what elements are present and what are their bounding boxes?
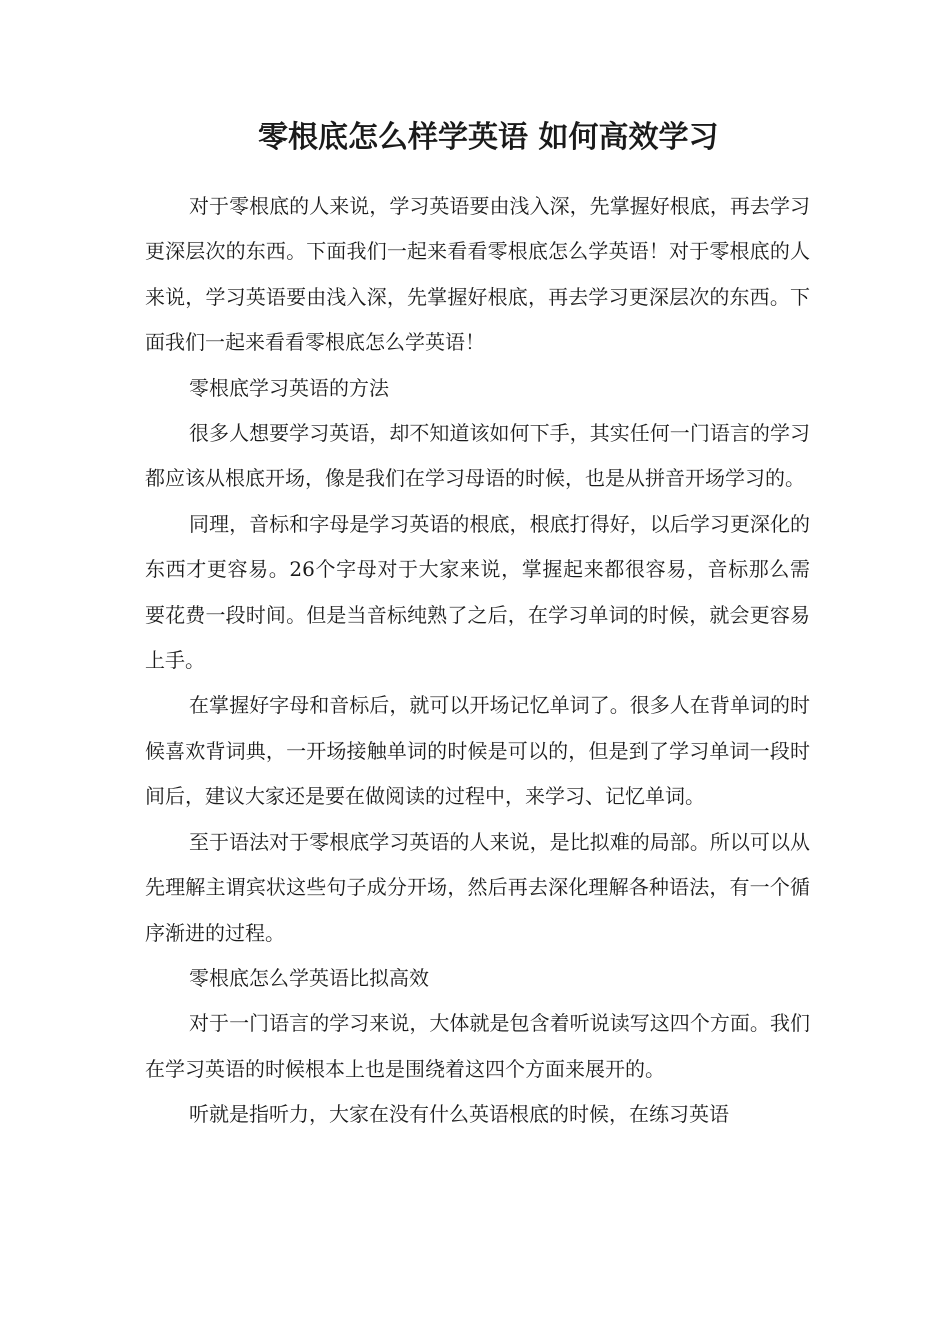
paragraph-four-skills: 对于一门语言的学习来说，大体就是包含着听说读写这四个方面。我们在学习英语的时候根本上也是围绕着这四个方面来展开的。 <box>145 1011 810 1081</box>
paragraph-intro: 对于零根底的人来说，学习英语要由浅入深，先掌握好根底，再去学习更深层次的东西。下面我们一起来看看零根底怎么学英语！对于零根底的人来说，学习英语要由浅入深，先掌握好根底，再去学习更深层次的东西。下面我们一起来看看零根底怎么学英语！ <box>145 194 810 355</box>
document-title: 零根底怎么样学英语 如何高效学习 <box>258 120 719 155</box>
paragraph-listening: 听就是指听力，大家在没有什么英语根底的时候，在练习英语 <box>189 1102 729 1127</box>
paragraph-phonetics: 同理，音标和字母是学习英语的根底，根底打得好，以后学习更深化的东西才更容易。26个字母对于大家来说，掌握起来都很容易，音标那么需要花费一段时间。但是当音标纯熟了之后，在学习单词的时候，就会更容易上手。 <box>145 511 810 673</box>
paragraph-vocabulary: 在掌握好字母和音标后，就可以开场记忆单词了。很多人在背单词的时候喜欢背词典，一开场接触单词的时候是可以的，但是到了学习单词一段时间后，建议大家还是要在做阅读的过程中，来学习、记忆单词。 <box>145 693 810 809</box>
paragraph-where-to-start: 很多人想要学习英语，却不知道该如何下手，其实任何一门语言的学习都应该从根底开场，像是我们在学习母语的时候，也是从拼音开场学习的。 <box>145 421 810 491</box>
paragraph-grammar: 至于语法对于零根底学习英语的人来说，是比拟难的局部。所以可以从先理解主谓宾状这些句子成分开场，然后再去深化理解各种语法，有一个循序渐进的过程。 <box>145 829 810 945</box>
document-body <box>145 184 810 1138</box>
section-heading-methods: 零根底学习英语的方法 <box>189 375 389 400</box>
section-heading-efficiency: 零根底怎么学英语比拟高效 <box>189 965 429 990</box>
